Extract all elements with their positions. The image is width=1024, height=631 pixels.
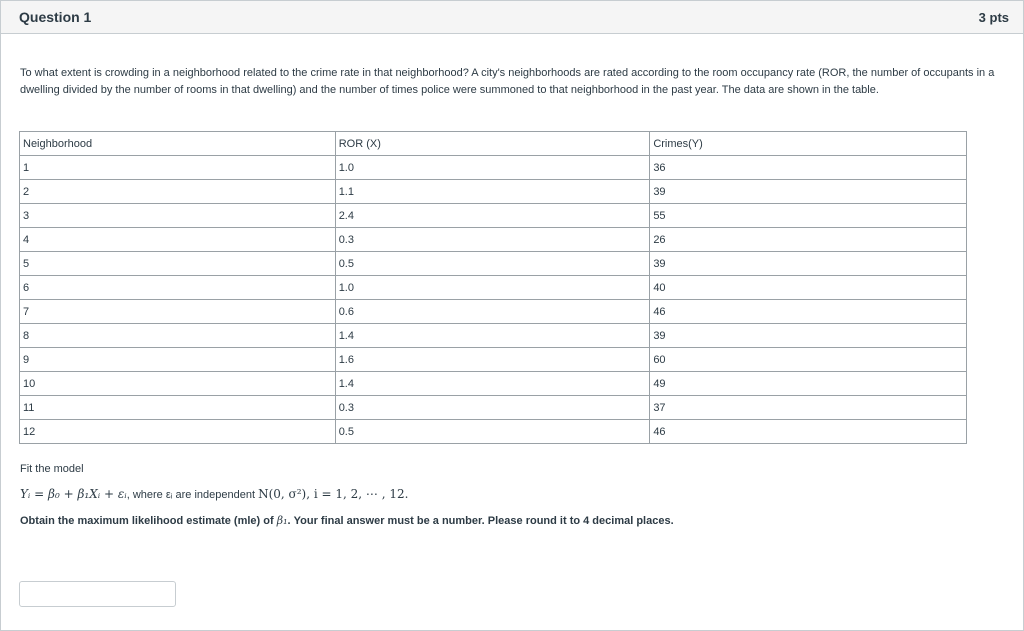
instruction-text xyxy=(20,514,674,527)
table-row xyxy=(20,204,967,228)
header-ror: ROR (X) xyxy=(335,132,650,156)
cell-ror: 2.4 xyxy=(335,204,650,228)
cell-crimes: 49 xyxy=(650,372,967,396)
cell-ror: 0.5 xyxy=(335,252,650,276)
cell-crimes: 46 xyxy=(650,420,967,444)
table-row xyxy=(20,228,967,252)
table-row xyxy=(20,324,967,348)
cell-ror: 0.5 xyxy=(335,420,650,444)
cell-ror: 0.3 xyxy=(335,396,650,420)
cell-crimes: 39 xyxy=(650,180,967,204)
cell-neighborhood: 11 xyxy=(20,396,336,420)
header-crimes: Crimes(Y) xyxy=(650,132,967,156)
cell-ror: 1.0 xyxy=(335,276,650,300)
cell-crimes: 39 xyxy=(650,252,967,276)
equation-text: Yᵢ = β₀ + β₁Xᵢ + εᵢ xyxy=(20,487,127,501)
cell-crimes: 26 xyxy=(650,228,967,252)
cell-neighborhood: 7 xyxy=(20,300,336,324)
table-row xyxy=(20,396,967,420)
distribution-text: N(0, σ²), i = 1, 2, ⋯ , 12. xyxy=(258,487,409,501)
cell-neighborhood: 3 xyxy=(20,204,336,228)
cell-ror: 1.0 xyxy=(335,156,650,180)
table-body xyxy=(20,156,967,444)
instruction-before: Obtain the maximum likelihood estimate (mle) of xyxy=(20,515,277,527)
cell-crimes: 60 xyxy=(650,348,967,372)
beta1-symbol: β₁ xyxy=(276,514,288,527)
cell-neighborhood: 5 xyxy=(20,252,336,276)
cell-crimes: 55 xyxy=(650,204,967,228)
table-row xyxy=(20,372,967,396)
cell-neighborhood: 10 xyxy=(20,372,336,396)
cell-neighborhood: 6 xyxy=(20,276,336,300)
table-row xyxy=(20,156,967,180)
model-equation xyxy=(20,487,408,501)
instruction-after: . Your final answer must be a number. Please round it to 4 decimal places. xyxy=(287,515,674,527)
table-row xyxy=(20,300,967,324)
cell-neighborhood: 2 xyxy=(20,180,336,204)
question-points: 3 pts xyxy=(978,9,1009,25)
table-row xyxy=(20,180,967,204)
cell-crimes: 36 xyxy=(650,156,967,180)
cell-ror: 0.6 xyxy=(335,300,650,324)
cell-neighborhood: 12 xyxy=(20,420,336,444)
fit-model-label: Fit the model xyxy=(20,463,84,475)
cell-ror: 1.4 xyxy=(335,324,650,348)
cell-ror: 1.4 xyxy=(335,372,650,396)
table-row xyxy=(20,420,967,444)
cell-neighborhood: 8 xyxy=(20,324,336,348)
question-text: To what extent is crowding in a neighborhood related to the crime rate in that neighborhood? A city's neighborhoods are rated according to the room occupancy rate (ROR, the number of occupants in a dwelling divided by the number of rooms in that dwelling) and the number of times police were summoned to that neighborhood in the past year. The data are shown in the table. xyxy=(20,67,995,96)
cell-ror: 0.3 xyxy=(335,228,650,252)
question-header xyxy=(1,1,1023,34)
cell-neighborhood: 1 xyxy=(20,156,336,180)
cell-crimes: 40 xyxy=(650,276,967,300)
cell-ror: 1.1 xyxy=(335,180,650,204)
table-row xyxy=(20,252,967,276)
cell-crimes: 46 xyxy=(650,300,967,324)
cell-ror: 1.6 xyxy=(335,348,650,372)
cell-neighborhood: 4 xyxy=(20,228,336,252)
question-title: Question 1 xyxy=(19,9,92,25)
cell-neighborhood: 9 xyxy=(20,348,336,372)
data-table xyxy=(19,131,967,444)
cell-crimes: 37 xyxy=(650,396,967,420)
cell-crimes: 39 xyxy=(650,324,967,348)
where-text: , where εᵢ are independent xyxy=(126,489,259,501)
header-neighborhood: Neighborhood xyxy=(20,132,336,156)
table-row xyxy=(20,276,967,300)
answer-input[interactable] xyxy=(19,581,176,607)
table-header-row xyxy=(20,132,967,156)
table-row xyxy=(20,348,967,372)
